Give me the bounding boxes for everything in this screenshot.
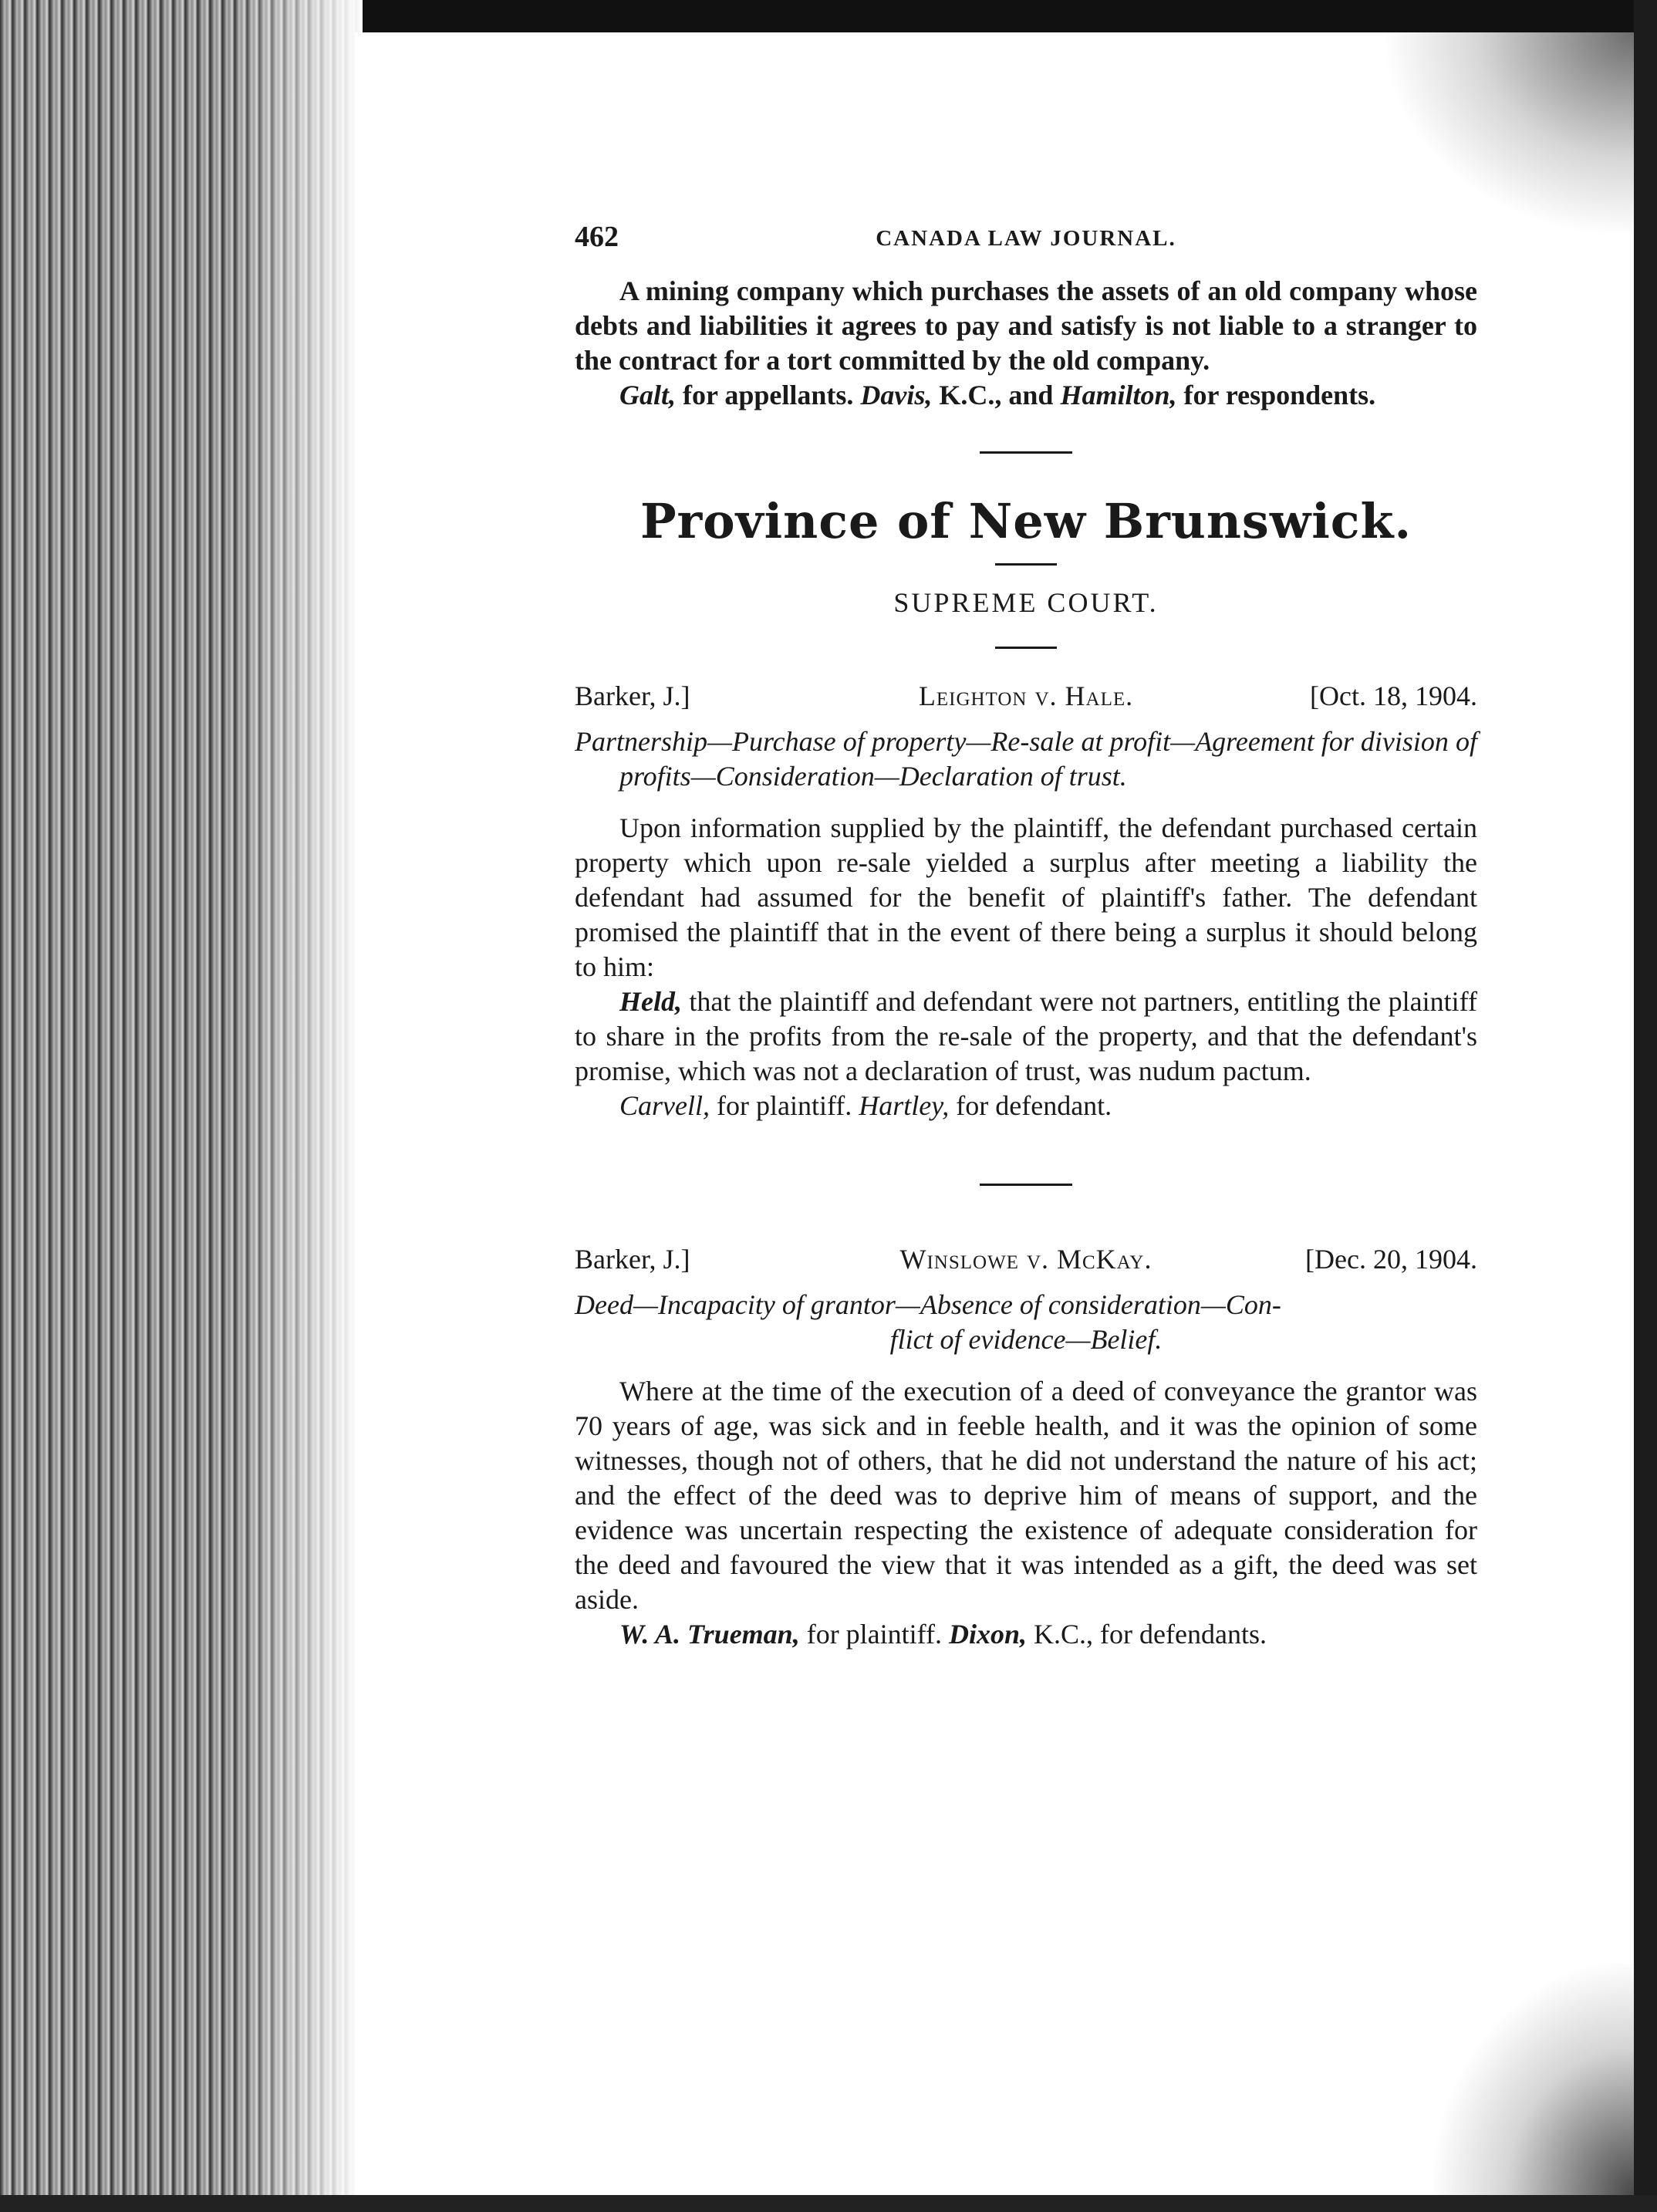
counsel-text: for plaintiff. bbox=[709, 1090, 859, 1121]
case2-facts: Where at the time of the execution of a deed of conveyance the grantor was 70 years of age, was sick and in feeble health, and it was the opinion of some witnesses, though not of others, that he did not understand the nature of his act; and the effect of the deed was to deprive him of means of support, and the evidence was uncertain respecting the existence of adequate consideration for the deed and favoured the view that it was intended as a gift, the deed was set aside. bbox=[575, 1376, 1477, 1615]
page-number: 462 bbox=[575, 221, 619, 253]
heading-divider bbox=[995, 563, 1057, 566]
case1-facts: Upon information supplied by the plaintiff, the defendant purchased certain property which upon re-sale yielded a surplus after meeting a liability the defendant had assumed for the benefit of plaintiff's father. The defendant promised the plaintiff that in the event of there being a surplus it should belong to him: bbox=[575, 812, 1477, 982]
scan-border-right bbox=[1634, 0, 1657, 2212]
gutter-shadow bbox=[231, 0, 363, 2212]
counsel-name: Davis, bbox=[860, 380, 933, 410]
case1-catchwords: Partnership—Purchase of property—Re-sale at profit—Agreement for division of profits—Consideration—Declaration of trust. bbox=[575, 726, 1477, 792]
counsel-name: Galt, bbox=[619, 380, 677, 410]
case2-judge: Barker, J.] bbox=[575, 1244, 690, 1275]
counsel-text: for respondents. bbox=[1176, 380, 1376, 410]
journal-page bbox=[575, 220, 1477, 1652]
counsel-text: for plaintiff. bbox=[799, 1619, 949, 1650]
court-heading: SUPREME COURT. bbox=[893, 587, 1159, 618]
held-text: that the plaintiff and defendant were not partners, entitling the plaintiff to share in the profits from the re-sale of the property, and that the defendant's promise, which was not a declaration of trust, was nudum pactum. bbox=[575, 986, 1477, 1086]
case1-style: Leighton v. Hale. bbox=[918, 680, 1134, 711]
case2-date: [Dec. 20, 1904. bbox=[1305, 1244, 1477, 1275]
counsel-text: K.C., for defendants. bbox=[1027, 1619, 1267, 1650]
counsel-name: Dixon, bbox=[949, 1619, 1028, 1650]
case2-counsel bbox=[575, 1617, 1477, 1652]
case1-citation-line bbox=[575, 680, 1477, 718]
counsel-text: for appellants. bbox=[676, 380, 861, 410]
counsel-name: Hartley, bbox=[859, 1090, 950, 1121]
scan-shadow-top-right bbox=[1387, 32, 1634, 233]
counsel-name: Carvell, bbox=[619, 1090, 710, 1121]
counsel-name: W. A. Trueman, bbox=[619, 1619, 800, 1650]
counsel-name: Hamilton, bbox=[1060, 380, 1177, 410]
counsel-text: for defendant. bbox=[949, 1090, 1112, 1121]
province-heading: Province of New Brunswick. bbox=[640, 493, 1412, 549]
scan-border-bottom bbox=[0, 2195, 1657, 2212]
court-divider bbox=[995, 647, 1057, 649]
case1-judge: Barker, J.] bbox=[575, 680, 690, 711]
section-divider bbox=[980, 451, 1072, 454]
case1-counsel bbox=[575, 1089, 1477, 1123]
case1-holding bbox=[575, 984, 1477, 1089]
case2-catchwords-line1: Deed—Incapacity of grantor—Absence of consideration—Con- bbox=[575, 1289, 1281, 1320]
journal-title: CANADA LAW JOURNAL. bbox=[876, 226, 1176, 251]
scan-shadow-bottom-right bbox=[1433, 1964, 1634, 2195]
prior-case-counsel bbox=[575, 378, 1477, 413]
case2-catchwords bbox=[575, 1288, 1477, 1357]
case2-style: Winslowe v. McKay. bbox=[899, 1244, 1152, 1275]
running-head bbox=[575, 220, 1477, 266]
case-divider bbox=[980, 1184, 1072, 1186]
case2-citation-line bbox=[575, 1243, 1477, 1282]
case1-date: [Oct. 18, 1904. bbox=[1310, 680, 1477, 711]
counsel-text: K.C., and bbox=[932, 380, 1061, 410]
case2-catchwords-line2: flict of evidence—Belief. bbox=[889, 1324, 1163, 1355]
held-label: Held, bbox=[619, 986, 682, 1017]
prior-case-headnote: A mining company which purchases the assets of an old company whose debts and liabilities it agrees to pay and satisfy is not liable to a stranger to the contract for a tort committed by the old company. bbox=[575, 275, 1477, 376]
